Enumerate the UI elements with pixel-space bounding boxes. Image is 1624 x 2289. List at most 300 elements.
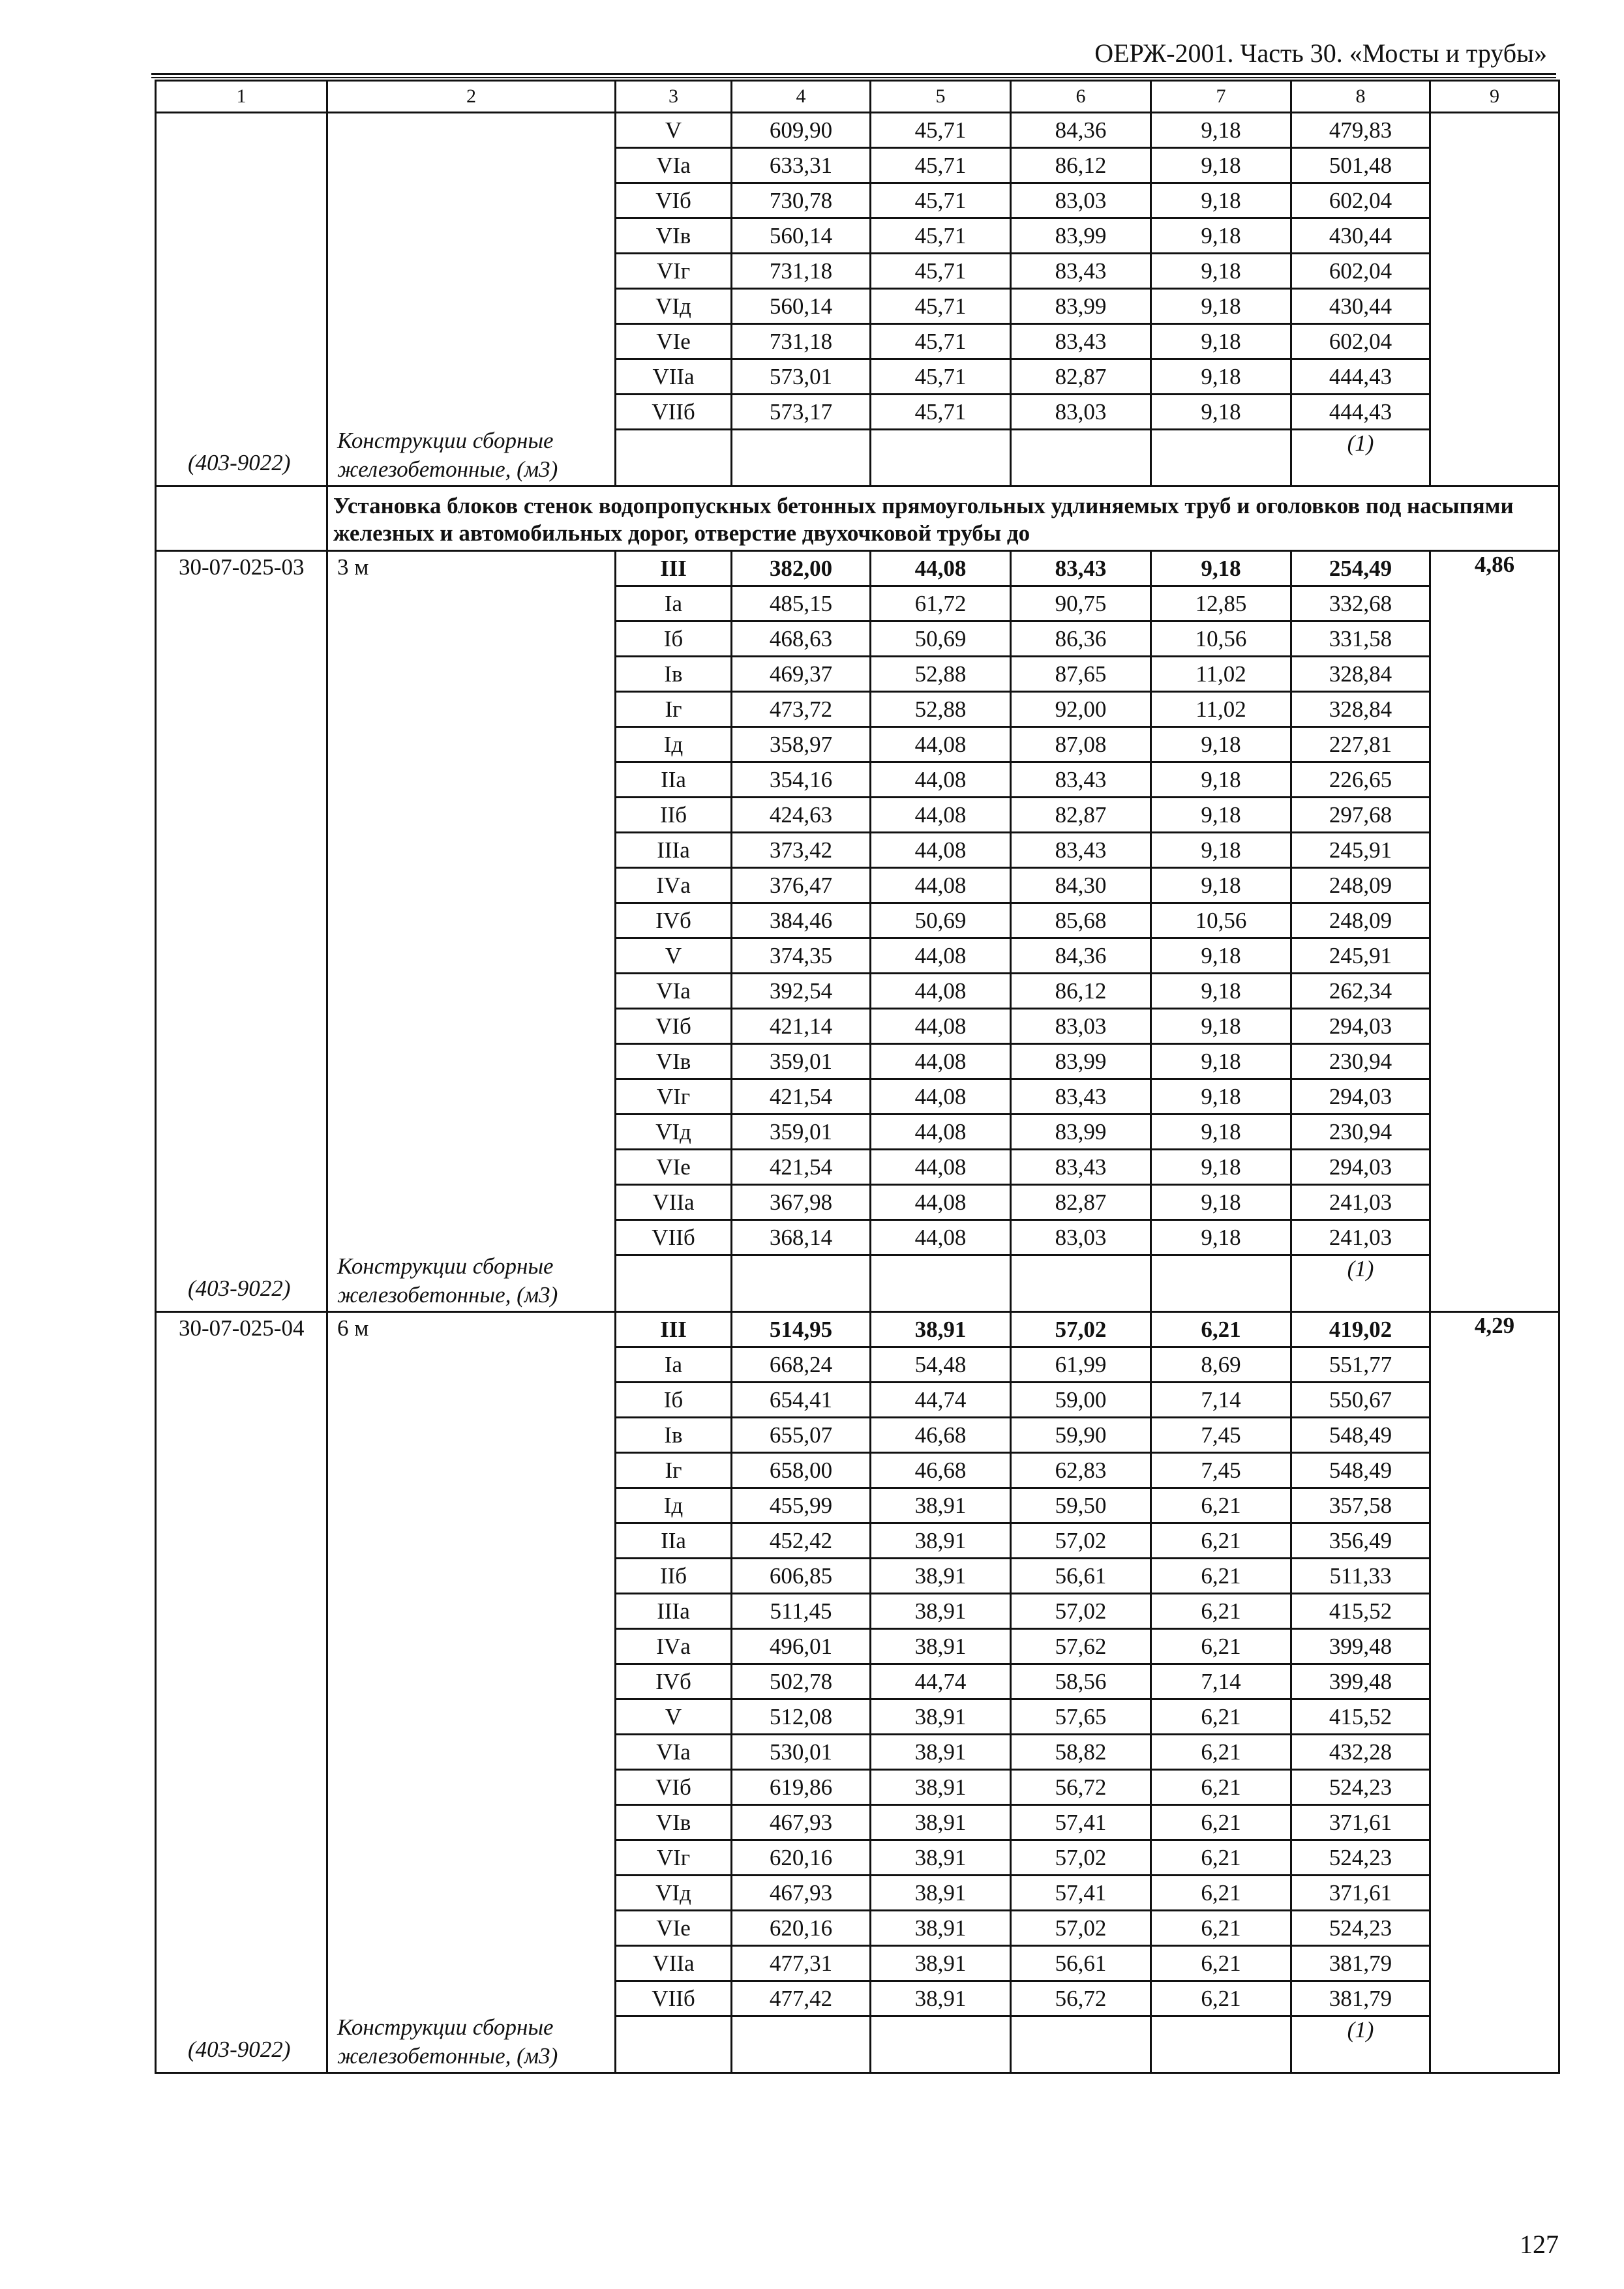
table-cell: 6,21 <box>1151 1840 1291 1876</box>
table-cell: 399,48 <box>1291 1629 1430 1664</box>
table-cell: VIд <box>616 289 732 324</box>
table-cell: 56,61 <box>1011 1559 1151 1594</box>
table-cell: 602,04 <box>1291 183 1430 218</box>
rate-name: 6 м <box>337 1315 369 1341</box>
table-cell: Iд <box>616 727 732 762</box>
table-cell: 294,03 <box>1291 1009 1430 1044</box>
table-cell: VIд <box>616 1876 732 1911</box>
table-row <box>156 1312 1559 1347</box>
table-cell: 83,99 <box>1011 1044 1151 1079</box>
table-cell: 44,74 <box>871 1383 1011 1418</box>
table-cell: 9,18 <box>1151 833 1291 868</box>
table-cell: 6,21 <box>1151 1981 1291 2016</box>
table-cell: 9,18 <box>1151 868 1291 903</box>
table-cell: VIб <box>616 183 732 218</box>
table-cell: 83,99 <box>1011 218 1151 254</box>
table-cell: 57,41 <box>1011 1876 1151 1911</box>
empty-cell <box>732 2016 871 2073</box>
table-cell: 38,91 <box>871 1805 1011 1840</box>
table-row <box>156 113 1559 148</box>
table-cell: VIг <box>616 1840 732 1876</box>
table-cell: 45,71 <box>871 148 1011 183</box>
table-cell: 421,54 <box>732 1150 871 1185</box>
empty-cell <box>871 430 1011 486</box>
table-cell: 57,41 <box>1011 1805 1151 1840</box>
table-cell: 9,18 <box>1151 148 1291 183</box>
table-cell: VIв <box>616 218 732 254</box>
table-cell: 38,91 <box>871 1312 1011 1347</box>
table-cell: 83,43 <box>1011 833 1151 868</box>
column-number: 9 <box>1430 81 1559 113</box>
table-cell: 467,93 <box>732 1805 871 1840</box>
table-cell: 444,43 <box>1291 359 1430 395</box>
table-cell: 9,18 <box>1151 359 1291 395</box>
table-cell: 83,43 <box>1011 551 1151 586</box>
table-cell: 9,18 <box>1151 218 1291 254</box>
column-number-row <box>156 81 1559 113</box>
table-cell: 45,71 <box>871 113 1011 148</box>
table-cell: VIа <box>616 148 732 183</box>
table-cell: Iв <box>616 657 732 692</box>
table-cell: 619,86 <box>732 1770 871 1805</box>
table-cell: 512,08 <box>732 1699 871 1735</box>
table-cell: 9,18 <box>1151 289 1291 324</box>
table-cell: 9,18 <box>1151 395 1291 430</box>
table-cell: 262,34 <box>1291 974 1430 1009</box>
table-cell: 245,91 <box>1291 833 1430 868</box>
table-cell: 57,65 <box>1011 1699 1151 1735</box>
table-cell: 58,56 <box>1011 1664 1151 1699</box>
rate-code: 30-07-025-04 <box>179 1315 305 1341</box>
table-cell: 83,03 <box>1011 1009 1151 1044</box>
table-cell: 59,50 <box>1011 1488 1151 1523</box>
table-cell: 6,21 <box>1151 1629 1291 1664</box>
column-number: 2 <box>327 81 616 113</box>
table-cell: 573,01 <box>732 359 871 395</box>
table-cell: 45,71 <box>871 324 1011 359</box>
table-cell: 8,69 <box>1151 1347 1291 1383</box>
table-cell: IVа <box>616 1629 732 1664</box>
table-cell: 524,23 <box>1291 1911 1430 1946</box>
table-cell: 82,87 <box>1011 798 1151 833</box>
resource-quantity: (1) <box>1291 1255 1430 1312</box>
table-cell: 511,33 <box>1291 1559 1430 1594</box>
empty-cell <box>1151 2016 1291 2073</box>
table-cell: 241,03 <box>1291 1185 1430 1220</box>
table-cell: IIа <box>616 762 732 798</box>
empty-cell <box>616 430 732 486</box>
table-cell: 421,54 <box>732 1079 871 1115</box>
table-cell: 328,84 <box>1291 657 1430 692</box>
table-cell: 83,43 <box>1011 1150 1151 1185</box>
empty-cell <box>871 2016 1011 2073</box>
table-cell: 45,71 <box>871 395 1011 430</box>
table-cell: V <box>616 938 732 974</box>
table-cell: Iб <box>616 621 732 657</box>
table-cell: 83,43 <box>1011 254 1151 289</box>
table-cell: 9,18 <box>1151 1044 1291 1079</box>
table-cell: VIIб <box>616 1220 732 1255</box>
table-cell: 514,95 <box>732 1312 871 1347</box>
table-cell: Iг <box>616 1453 732 1488</box>
table-cell: 84,36 <box>1011 938 1151 974</box>
table-cell: 7,45 <box>1151 1418 1291 1453</box>
table-cell: 358,97 <box>732 727 871 762</box>
table-cell: 9,18 <box>1151 183 1291 218</box>
table-cell: 368,14 <box>732 1220 871 1255</box>
table-cell: 6,21 <box>1151 1770 1291 1805</box>
table-cell: Iа <box>616 1347 732 1383</box>
table-cell: 46,68 <box>871 1418 1011 1453</box>
table-cell: 524,23 <box>1291 1770 1430 1805</box>
resource-code: (403-9022) <box>188 2037 291 2062</box>
table-cell: 6,21 <box>1151 1699 1291 1735</box>
empty-cell <box>616 1255 732 1312</box>
table-cell: 9,18 <box>1151 254 1291 289</box>
table-cell: VIб <box>616 1770 732 1805</box>
table-cell: 241,03 <box>1291 1220 1430 1255</box>
table-cell: IIа <box>616 1523 732 1559</box>
table-cell: 9,18 <box>1151 324 1291 359</box>
empty-cell <box>732 1255 871 1312</box>
table-cell: Iа <box>616 586 732 621</box>
table-cell: 602,04 <box>1291 324 1430 359</box>
table-cell: III <box>616 551 732 586</box>
table-cell: 57,02 <box>1011 1312 1151 1347</box>
table-cell: 44,08 <box>871 551 1011 586</box>
table-cell: VIа <box>616 1735 732 1770</box>
table-cell: 50,69 <box>871 621 1011 657</box>
table-cell: 548,49 <box>1291 1453 1430 1488</box>
table-cell: 9,18 <box>1151 1185 1291 1220</box>
table-cell: 83,43 <box>1011 1079 1151 1115</box>
table-cell: 61,99 <box>1011 1347 1151 1383</box>
table-cell: 9,18 <box>1151 1115 1291 1150</box>
table-cell: IVб <box>616 1664 732 1699</box>
table-cell: 560,14 <box>732 289 871 324</box>
table-cell: 45,71 <box>871 183 1011 218</box>
table-cell: 374,35 <box>732 938 871 974</box>
table-cell: 354,16 <box>732 762 871 798</box>
table-cell: 430,44 <box>1291 218 1430 254</box>
empty-cell <box>1151 1255 1291 1312</box>
table-cell: 381,79 <box>1291 1946 1430 1981</box>
table-cell: 12,85 <box>1151 586 1291 621</box>
table-cell: 52,88 <box>871 692 1011 727</box>
table-cell: 731,18 <box>732 324 871 359</box>
table-cell: 226,65 <box>1291 762 1430 798</box>
table-cell: 328,84 <box>1291 692 1430 727</box>
table-cell: 44,08 <box>871 974 1011 1009</box>
table-cell: 44,08 <box>871 1009 1011 1044</box>
table-cell: 38,91 <box>871 1594 1011 1629</box>
table-cell: 620,16 <box>732 1911 871 1946</box>
table-cell: 11,02 <box>1151 657 1291 692</box>
table-cell: VIIа <box>616 1185 732 1220</box>
table-cell: 373,42 <box>732 833 871 868</box>
table-cell: 38,91 <box>871 1699 1011 1735</box>
table-cell: 294,03 <box>1291 1079 1430 1115</box>
table-cell: III <box>616 1312 732 1347</box>
table-cell: 560,14 <box>732 218 871 254</box>
table-cell: 419,02 <box>1291 1312 1430 1347</box>
table-cell: 658,00 <box>732 1453 871 1488</box>
table-cell: 227,81 <box>1291 727 1430 762</box>
rate-name-cell <box>327 551 616 1312</box>
table-cell: 415,52 <box>1291 1594 1430 1629</box>
table-cell: 38,91 <box>871 1523 1011 1559</box>
table-cell: 356,49 <box>1291 1523 1430 1559</box>
col9-cell: 4,29 <box>1430 1312 1559 2073</box>
table-cell: 452,42 <box>732 1523 871 1559</box>
rate-name-cell <box>327 113 616 486</box>
table-cell: 61,72 <box>871 586 1011 621</box>
table-cell: IIIа <box>616 1594 732 1629</box>
table-cell: 82,87 <box>1011 359 1151 395</box>
table-cell: 57,62 <box>1011 1629 1151 1664</box>
table-cell: 38,91 <box>871 1735 1011 1770</box>
table-cell: 9,18 <box>1151 113 1291 148</box>
table-cell: VIе <box>616 324 732 359</box>
table-row <box>156 551 1559 586</box>
table-cell: 45,71 <box>871 289 1011 324</box>
table-cell: 424,63 <box>732 798 871 833</box>
table-cell: VIIб <box>616 1981 732 2016</box>
table-cell: 38,91 <box>871 1770 1011 1805</box>
table-cell: VIе <box>616 1150 732 1185</box>
empty-cell <box>1011 430 1151 486</box>
table-cell: IIIа <box>616 833 732 868</box>
empty-cell <box>616 2016 732 2073</box>
table-cell: 444,43 <box>1291 395 1430 430</box>
table-cell: 371,61 <box>1291 1876 1430 1911</box>
table-cell: 6,21 <box>1151 1312 1291 1347</box>
table-cell: 620,16 <box>732 1840 871 1876</box>
table-cell: 496,01 <box>732 1629 871 1664</box>
resource-name: Конструкции сборные железобетонные, (м3) <box>337 1253 558 1308</box>
table-cell: 357,58 <box>1291 1488 1430 1523</box>
table-cell: 9,18 <box>1151 762 1291 798</box>
table-cell: 85,68 <box>1011 903 1151 938</box>
table-cell: 230,94 <box>1291 1115 1430 1150</box>
table-cell: 38,91 <box>871 1559 1011 1594</box>
table-cell: 399,48 <box>1291 1664 1430 1699</box>
table-cell: 731,18 <box>732 254 871 289</box>
empty-cell <box>1011 1255 1151 1312</box>
table-cell: 10,56 <box>1151 621 1291 657</box>
table-cell: 59,90 <box>1011 1418 1151 1453</box>
table-cell: 44,08 <box>871 1150 1011 1185</box>
table-cell: 730,78 <box>732 183 871 218</box>
table-cell: 550,67 <box>1291 1383 1430 1418</box>
table-cell: 9,18 <box>1151 974 1291 1009</box>
table-cell: 432,28 <box>1291 1735 1430 1770</box>
table-cell: IIб <box>616 1559 732 1594</box>
column-number: 3 <box>616 81 732 113</box>
table-cell: 87,65 <box>1011 657 1151 692</box>
table-cell: 245,91 <box>1291 938 1430 974</box>
table-cell: 45,71 <box>871 254 1011 289</box>
rate-code-cell <box>156 113 327 486</box>
table-cell: VIIб <box>616 395 732 430</box>
table-cell: 501,48 <box>1291 148 1430 183</box>
empty-cell <box>871 1255 1011 1312</box>
table-cell: 609,90 <box>732 113 871 148</box>
column-number: 5 <box>871 81 1011 113</box>
table-cell: 7,14 <box>1151 1664 1291 1699</box>
table-cell: 38,91 <box>871 1629 1011 1664</box>
table-cell: 56,72 <box>1011 1981 1151 2016</box>
table-cell: VIе <box>616 1911 732 1946</box>
table-cell: 83,99 <box>1011 289 1151 324</box>
resource-name: Конструкции сборные железобетонные, (м3) <box>337 2014 558 2069</box>
table-cell: 415,52 <box>1291 1699 1430 1735</box>
table-cell: 511,45 <box>732 1594 871 1629</box>
table-cell: 477,42 <box>732 1981 871 2016</box>
table-cell: 479,83 <box>1291 113 1430 148</box>
table-cell: VIв <box>616 1044 732 1079</box>
table-cell: 58,82 <box>1011 1735 1151 1770</box>
rates-table-body <box>156 81 1559 2073</box>
table-cell: IVа <box>616 868 732 903</box>
table-cell: 655,07 <box>732 1418 871 1453</box>
table-cell: 421,14 <box>732 1009 871 1044</box>
rate-name: 3 м <box>337 554 369 580</box>
table-cell: 455,99 <box>732 1488 871 1523</box>
table-cell: 44,08 <box>871 1044 1011 1079</box>
table-cell: Iв <box>616 1418 732 1453</box>
table-cell: 38,91 <box>871 1911 1011 1946</box>
table-cell: 6,21 <box>1151 1735 1291 1770</box>
rate-code-cell <box>156 551 327 1312</box>
table-cell: 384,46 <box>732 903 871 938</box>
table-cell: 9,18 <box>1151 938 1291 974</box>
table-cell: 83,03 <box>1011 183 1151 218</box>
table-cell: 392,54 <box>732 974 871 1009</box>
table-cell: 10,56 <box>1151 903 1291 938</box>
table-cell: 84,36 <box>1011 113 1151 148</box>
table-cell: 54,48 <box>871 1347 1011 1383</box>
table-cell: VIб <box>616 1009 732 1044</box>
empty-cell <box>732 430 871 486</box>
table-cell: 44,08 <box>871 1185 1011 1220</box>
table-cell: 248,09 <box>1291 903 1430 938</box>
table-cell: 9,18 <box>1151 798 1291 833</box>
col9-cell <box>1430 113 1559 486</box>
table-cell: Iб <box>616 1383 732 1418</box>
table-cell: 11,02 <box>1151 692 1291 727</box>
table-cell: 6,21 <box>1151 1523 1291 1559</box>
table-cell: 530,01 <box>732 1735 871 1770</box>
table-cell: 57,02 <box>1011 1840 1151 1876</box>
table-cell: 9,18 <box>1151 1009 1291 1044</box>
table-cell: 6,21 <box>1151 1911 1291 1946</box>
table-cell: 44,08 <box>871 762 1011 798</box>
table-cell: 633,31 <box>732 148 871 183</box>
table-cell: VIIа <box>616 359 732 395</box>
table-cell: 381,79 <box>1291 1981 1430 2016</box>
table-cell: 44,08 <box>871 938 1011 974</box>
table-cell: VIв <box>616 1805 732 1840</box>
table-cell: 92,00 <box>1011 692 1151 727</box>
table-cell: 59,00 <box>1011 1383 1151 1418</box>
resource-quantity: (1) <box>1291 2016 1430 2073</box>
table-cell: 45,71 <box>871 218 1011 254</box>
table-cell: Iг <box>616 692 732 727</box>
resource-code: (403-9022) <box>188 1276 291 1301</box>
table-cell: 86,36 <box>1011 621 1151 657</box>
table-cell: V <box>616 113 732 148</box>
table-cell: 9,18 <box>1151 1079 1291 1115</box>
header-rule-thin <box>151 77 1556 78</box>
table-cell: VIг <box>616 254 732 289</box>
table-cell: 473,72 <box>732 692 871 727</box>
table-cell: 248,09 <box>1291 868 1430 903</box>
resource-code: (403-9022) <box>188 450 291 475</box>
table-cell: 83,43 <box>1011 324 1151 359</box>
table-cell: 371,61 <box>1291 1805 1430 1840</box>
table-cell: 7,14 <box>1151 1383 1291 1418</box>
table-cell: 548,49 <box>1291 1418 1430 1453</box>
table-cell: 6,21 <box>1151 1559 1291 1594</box>
table-cell: IIб <box>616 798 732 833</box>
table-cell: IVб <box>616 903 732 938</box>
table-cell: 57,02 <box>1011 1594 1151 1629</box>
table-cell: 52,88 <box>871 657 1011 692</box>
table-cell: 83,03 <box>1011 1220 1151 1255</box>
section-title: Установка блоков стенок водопропускных бетонных прямоугольных удлиняемых труб и оголовков под насыпями железных и автомобильных дорог, отверстие двухочковой трубы до <box>327 486 1559 551</box>
table-cell: 38,91 <box>871 1946 1011 1981</box>
header-rule <box>151 73 1556 75</box>
table-cell: 44,08 <box>871 798 1011 833</box>
table-cell: 332,68 <box>1291 586 1430 621</box>
table-cell: 44,08 <box>871 1220 1011 1255</box>
table-cell: 57,02 <box>1011 1523 1151 1559</box>
table-cell: 606,85 <box>732 1559 871 1594</box>
table-cell: 9,18 <box>1151 1150 1291 1185</box>
table-cell: 485,15 <box>732 586 871 621</box>
table-cell: 367,98 <box>732 1185 871 1220</box>
table-cell: 62,83 <box>1011 1453 1151 1488</box>
resource-quantity: (1) <box>1291 430 1430 486</box>
table-cell: 86,12 <box>1011 974 1151 1009</box>
table-cell: V <box>616 1699 732 1735</box>
table-cell: 6,21 <box>1151 1805 1291 1840</box>
table-cell: 331,58 <box>1291 621 1430 657</box>
table-cell: 524,23 <box>1291 1840 1430 1876</box>
column-number: 1 <box>156 81 327 113</box>
table-cell: 294,03 <box>1291 1150 1430 1185</box>
table-cell: 38,91 <box>871 1840 1011 1876</box>
table-cell: 45,71 <box>871 359 1011 395</box>
table-cell: 44,74 <box>871 1664 1011 1699</box>
table-cell: 83,43 <box>1011 762 1151 798</box>
table-cell: 56,61 <box>1011 1946 1151 1981</box>
table-cell: 254,49 <box>1291 551 1430 586</box>
table-cell: 382,00 <box>732 551 871 586</box>
table-cell: 6,21 <box>1151 1594 1291 1629</box>
table-cell: 297,68 <box>1291 798 1430 833</box>
table-cell: VIа <box>616 974 732 1009</box>
document-header-title: ОЕРЖ-2001. Часть 30. «Мосты и трубы» <box>1094 38 1547 68</box>
table-cell: 46,68 <box>871 1453 1011 1488</box>
table-cell: 654,41 <box>732 1383 871 1418</box>
table-cell: 83,99 <box>1011 1115 1151 1150</box>
table-cell: 359,01 <box>732 1044 871 1079</box>
table-cell: 44,08 <box>871 1079 1011 1115</box>
table-cell: 551,77 <box>1291 1347 1430 1383</box>
table-cell: 6,21 <box>1151 1876 1291 1911</box>
